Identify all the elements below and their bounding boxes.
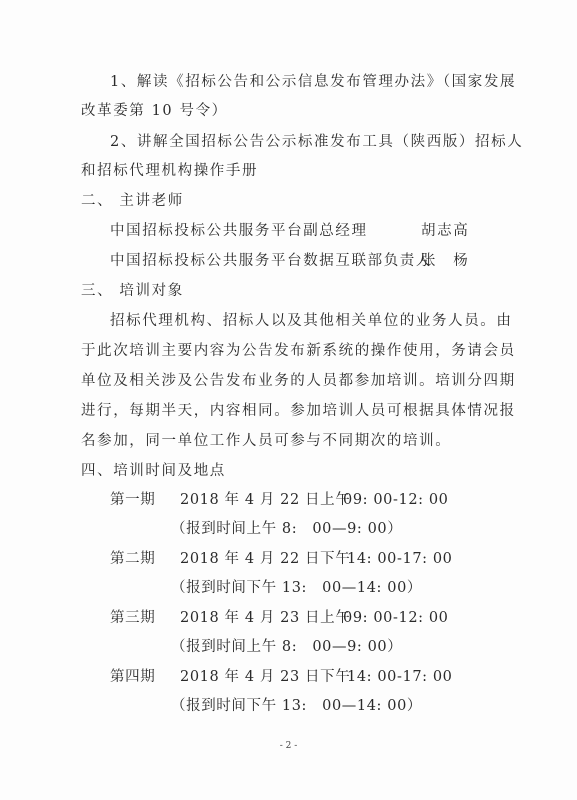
session-4-date: 2018 年 4 月 23 日下午 — [180, 669, 351, 685]
session-2-time: 14: 00-17: 00 — [347, 551, 453, 567]
session-4-checkin: （报到时间下午 13: 00—14: 00） — [171, 698, 422, 714]
session-2-checkin: （报到时间下午 13: 00—14: 00） — [171, 580, 422, 596]
session-3-date: 2018 年 4 月 23 日上午 — [180, 610, 351, 626]
audience-paragraph-line-1: 招标代理机构、招标人以及其他相关单位的业务人员。由 — [110, 313, 513, 329]
session-3-time: 09: 00-12: 00 — [343, 610, 449, 626]
session-1-label: 第一期 — [110, 492, 156, 508]
page-number: - 2 - — [279, 741, 298, 751]
session-2-date: 2018 年 4 月 22 日下午 — [180, 551, 351, 567]
session-3-label: 第三期 — [110, 610, 156, 626]
item-2-text: 2、讲解全国招标公告公示标准发布工具（陕西版）招标人 — [110, 134, 524, 150]
lecturer-2-role: 中国招标投标公共服务平台数据互联部负责人 — [110, 253, 432, 269]
session-4-label: 第四期 — [110, 669, 156, 685]
section-heading-lecturers: 二、 主讲老师 — [81, 193, 184, 209]
audience-paragraph-line-5: 名参加，同一单位工作人员可参与不同期次的培训。 — [81, 433, 452, 449]
session-4-time: 14: 00-17: 00 — [347, 669, 453, 685]
section-heading-schedule: 四、培训时间及地点 — [81, 463, 226, 479]
lecturer-1-name: 胡志高 — [421, 223, 470, 239]
section-heading-audience: 三、 培训对象 — [81, 283, 184, 299]
item-1-text-cont: 改革委第 10 号令） — [81, 103, 228, 119]
lecturer-1-role: 中国招标投标公共服务平台副总经理 — [110, 223, 368, 239]
item-1-text: 1、解读《招标公告和公示信息发布管理办法》（国家发展 — [110, 74, 517, 90]
session-1-checkin: （报到时间上午 8: 00—9: 00） — [171, 521, 403, 537]
audience-paragraph-line-2: 于此次培训主要内容为公告发布新系统的操作使用，务请会员 — [81, 343, 516, 359]
audience-paragraph-line-3: 单位及相关涉及公告发布业务的人员都参加培训。培训分四期 — [81, 373, 516, 389]
audience-paragraph-line-4: 进行，每期半天，内容相同。参加培训人员可根据具体情况报 — [81, 403, 516, 419]
lecturer-2-name: 张 杨 — [421, 253, 470, 269]
item-2-text-cont: 和招标代理机构操作手册 — [81, 163, 259, 179]
session-2-label: 第二期 — [110, 551, 156, 567]
session-3-checkin: （报到时间上午 8: 00—9: 00） — [171, 639, 403, 655]
session-1-time: 09: 00-12: 00 — [343, 492, 449, 508]
session-1-date: 2018 年 4 月 22 日上午 — [180, 492, 351, 508]
